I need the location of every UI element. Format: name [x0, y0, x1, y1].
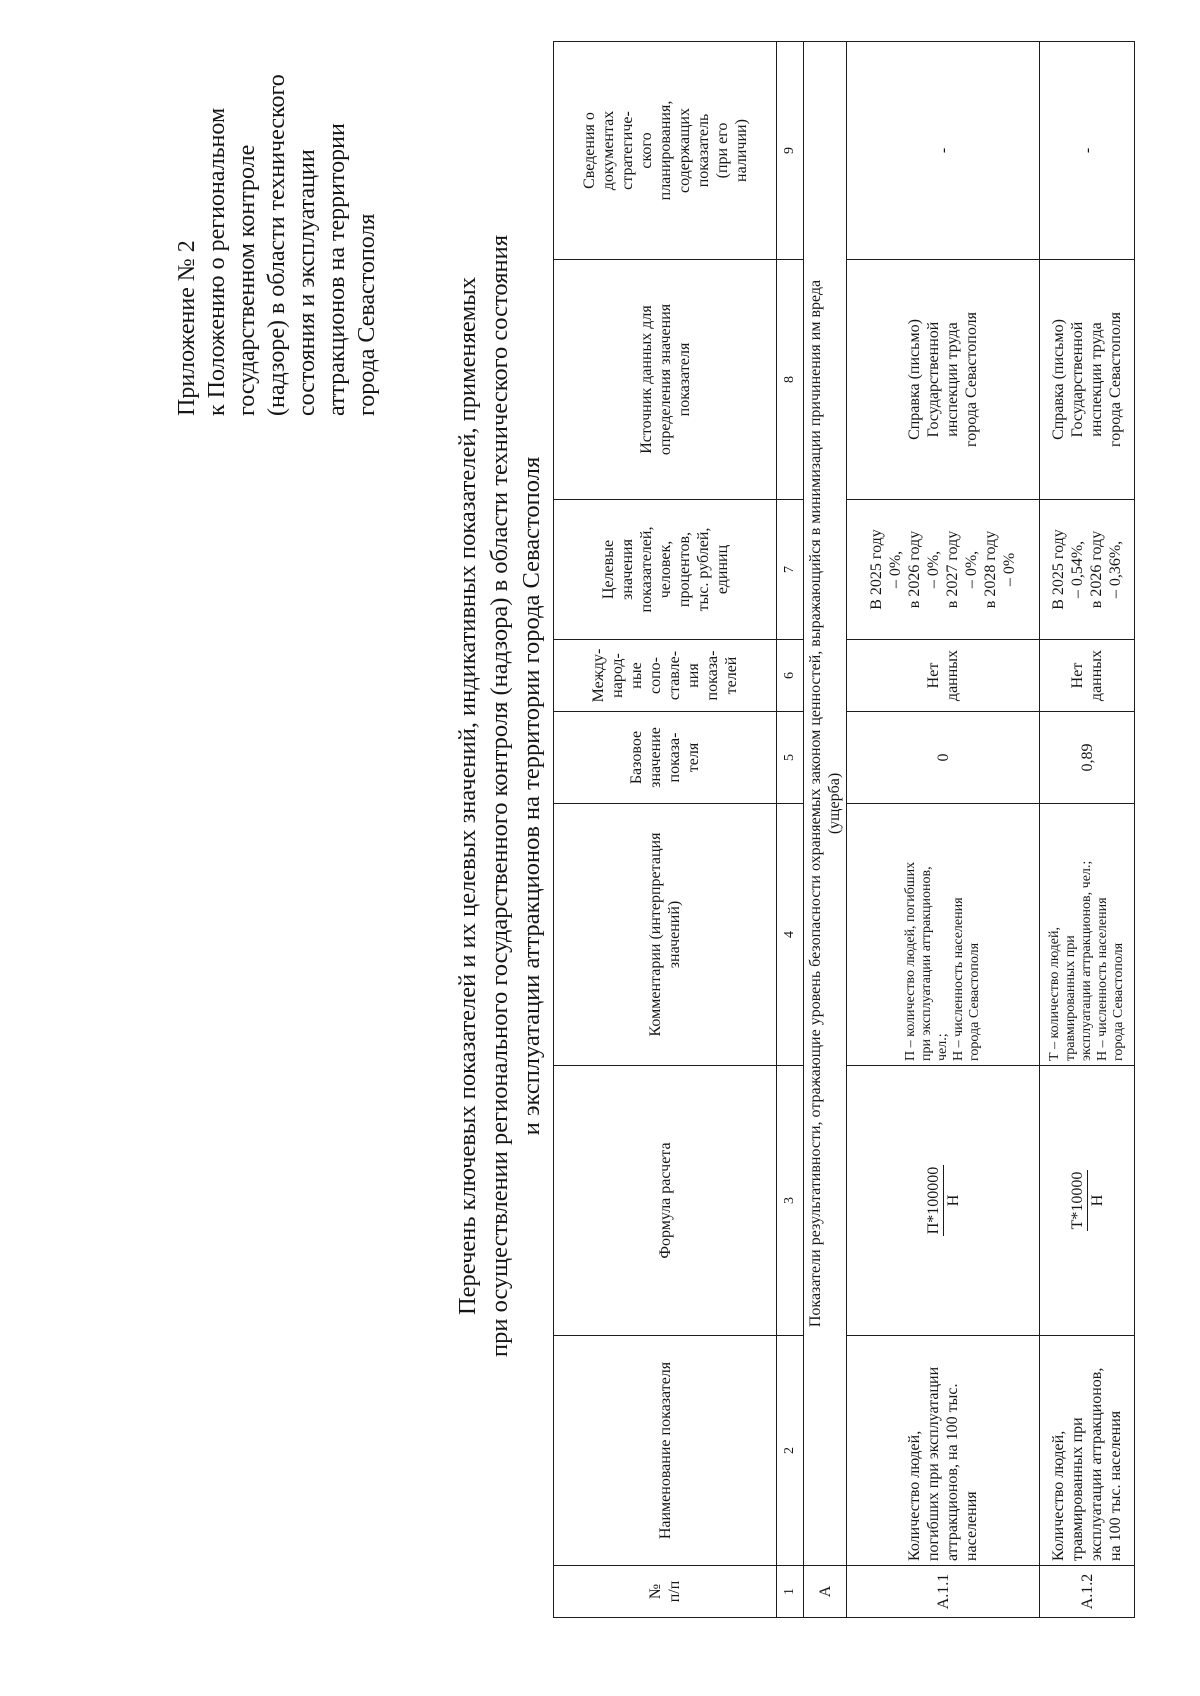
header-base-value — [554, 712, 777, 804]
header-international — [554, 640, 777, 712]
title-line: и эксплуатации аттракционов на территории города Севастополя — [518, 456, 545, 1136]
header-text: Целевые — [599, 539, 617, 600]
header-formula: Формула расчета — [554, 1066, 777, 1336]
appendix-line: (надзоре) в области технического — [264, 74, 290, 416]
cell-line: травмированных при — [1063, 935, 1078, 1061]
row-number: А.1.2 — [1040, 1566, 1135, 1618]
header-text: (при его — [713, 122, 731, 179]
section-row — [804, 42, 847, 1618]
header-text: показатель — [694, 113, 712, 188]
cell-line: Нет — [925, 662, 942, 689]
header-text: сопо- — [647, 657, 664, 694]
cell-line: В 2025 году — [868, 529, 885, 610]
header-text: Источник данных для — [637, 305, 655, 454]
cell-line: населения — [963, 1491, 980, 1561]
column-number: 1 — [777, 1566, 804, 1618]
cell-line: Т – количество людей, — [1047, 927, 1062, 1061]
header-text: значения — [618, 539, 636, 600]
cell-line: – 0%, — [887, 550, 904, 589]
cell-line: эксплуатации аттракционов, — [1088, 1367, 1105, 1561]
column-number: 2 — [777, 1336, 804, 1566]
cell-line: Количество людей, — [906, 1430, 923, 1561]
cell-line: Нет — [1069, 662, 1086, 689]
cell-line: Количество людей, — [1050, 1430, 1067, 1561]
header-text: показа- — [704, 650, 721, 701]
header-data-source — [554, 260, 777, 500]
cell-line: В 2025 году — [1050, 529, 1067, 610]
cell-line: города Севастополя — [963, 312, 980, 447]
appendix-line: аттракционов на территории — [324, 123, 350, 416]
header-name: Наименование показателя — [554, 1336, 777, 1566]
indicators-table — [553, 41, 1135, 1618]
formula — [924, 1165, 963, 1237]
target-values-cell — [847, 500, 1040, 640]
header-text: ского — [637, 132, 655, 169]
cell-line: в 2028 году — [982, 530, 999, 609]
header-text: ния — [685, 663, 702, 688]
appendix-note — [172, 56, 382, 416]
appendix-line: Приложение № 2 — [174, 240, 200, 416]
table-row — [1040, 42, 1135, 1618]
cell-line: погибших при эксплуатации — [925, 1366, 942, 1561]
base-value: 0 — [847, 712, 1040, 804]
cell-line: города Севастополя — [1111, 942, 1126, 1061]
cell-line: эксплуатации аттракционов, чел.; — [1079, 860, 1094, 1061]
cell-line: П – количество людей, погибших — [903, 861, 918, 1061]
cell-line: Государственной — [925, 321, 942, 438]
section-code: А — [804, 1566, 847, 1618]
appendix-line: государственном контроле — [234, 144, 260, 416]
header-text: телей — [723, 656, 740, 695]
header-row — [554, 42, 777, 1618]
cell-line: в 2027 году — [944, 530, 961, 609]
header-text: наличии) — [732, 119, 750, 182]
cell-line: травмированных при — [1069, 1417, 1086, 1561]
header-text: человек, — [656, 540, 674, 599]
header-text: планирования, — [656, 100, 674, 201]
comment-cell — [847, 804, 1040, 1066]
column-number: 6 — [777, 640, 804, 712]
column-number: 7 — [777, 500, 804, 640]
cell-line: инспекции труда — [944, 322, 961, 437]
cell-line: данных — [1088, 649, 1105, 702]
document-title — [452, 46, 548, 1546]
cell-line: в 2026 году — [906, 530, 923, 609]
cell-line: Н – численность населения — [1095, 897, 1110, 1061]
header-text: единиц — [713, 544, 731, 595]
title-line: Перечень ключевых показателей и их целевых значений, индикативных показателей, применяемых — [454, 276, 481, 1316]
cell-line: чел.; — [935, 1033, 950, 1061]
header-number — [554, 1566, 777, 1618]
cell-line: данных — [944, 649, 961, 702]
header-text: значений) — [666, 900, 683, 969]
cell-line: в 2026 году — [1088, 530, 1105, 609]
header-text: Между- — [590, 648, 607, 703]
formula-denominator: Н — [1088, 1194, 1106, 1207]
indicator-name — [1040, 1336, 1135, 1566]
section-title-line: Показатели результативности, отражающие уровень безопасности охраняемых законом ценностей, выражающийся в минимизации причинения им вреда — [807, 279, 824, 1328]
header-text: № — [647, 1583, 664, 1600]
formula-denominator: Н — [944, 1194, 962, 1207]
cell-line: – 0,54%, — [1069, 540, 1086, 599]
formula-cell — [1040, 1066, 1135, 1336]
column-number-row — [777, 42, 804, 1618]
header-text: ставле- — [666, 650, 683, 701]
header-text: определения значения — [656, 303, 674, 456]
column-number: 3 — [777, 1066, 804, 1336]
cell-line: – 0,36%, — [1107, 540, 1124, 599]
section-title-line: (ущерба) — [826, 772, 843, 835]
header-text: Сведения о — [580, 112, 598, 189]
appendix-line: города Севастополя — [354, 213, 380, 416]
row-number: А.1.1 — [847, 1566, 1040, 1618]
base-value: 0,89 — [1040, 712, 1135, 804]
header-text: стратегиче- — [618, 111, 636, 190]
header-text: теля — [685, 742, 702, 773]
target-values-cell — [1040, 500, 1135, 640]
header-text: показа- — [666, 732, 683, 783]
header-text: Базовое — [628, 730, 645, 785]
cell-line: Справка (письмо) — [1050, 319, 1067, 440]
cell-line: города Севастополя — [1107, 312, 1124, 447]
column-number: 8 — [777, 260, 804, 500]
appendix-line: состояния и эксплуатации — [294, 149, 320, 416]
table-row — [847, 42, 1040, 1618]
header-text: ные — [628, 662, 645, 689]
formula — [1068, 1170, 1107, 1232]
formula-numerator: Т*10000 — [1068, 1171, 1086, 1230]
cell-line: на 100 тыс. населения — [1107, 1410, 1124, 1561]
title-line: при осуществлении регионального государственного контроля (надзора) в области технического состояния — [486, 235, 513, 1357]
cell-line: Государственной — [1069, 321, 1086, 438]
header-text: документах — [599, 110, 617, 191]
indicator-name — [847, 1336, 1040, 1566]
formula-cell — [847, 1066, 1040, 1336]
cell-line: города Севастополя — [967, 942, 982, 1061]
cell-line: Н – численность населения — [951, 897, 966, 1061]
cell-line: Справка (письмо) — [906, 319, 923, 440]
column-number: 5 — [777, 712, 804, 804]
header-text: процентов, — [675, 531, 693, 608]
cell-line: – 0% — [1001, 552, 1018, 587]
cell-line: инспекции труда — [1088, 322, 1105, 437]
strategic-docs-cell: - — [847, 42, 1040, 260]
column-number: 4 — [777, 804, 804, 1066]
section-title — [804, 42, 847, 1566]
strategic-docs-cell: - — [1040, 42, 1135, 260]
cell-line: – 0%, — [925, 550, 942, 589]
header-comment — [554, 804, 777, 1066]
header-text: значение — [647, 727, 664, 788]
header-text: п/п — [666, 1580, 683, 1603]
international-cell — [847, 640, 1040, 712]
header-text: показателей, — [637, 526, 655, 613]
column-number: 9 — [777, 42, 804, 260]
header-text: тыс. рублей, — [694, 527, 712, 612]
header-text: Комментарии (интерпретация — [647, 832, 664, 1037]
international-cell — [1040, 640, 1135, 712]
appendix-line: к Положению о региональном — [204, 107, 230, 416]
formula-numerator: П*100000 — [924, 1166, 942, 1235]
cell-line: аттракционов, на 100 тыс. — [944, 1383, 961, 1561]
header-target-values — [554, 500, 777, 640]
header-text: народ- — [609, 653, 626, 698]
comment-cell — [1040, 804, 1135, 1066]
source-cell — [1040, 260, 1135, 500]
header-text: содержащих — [675, 108, 693, 193]
source-cell — [847, 260, 1040, 500]
header-text: показателя — [675, 342, 693, 417]
cell-line: – 0%, — [963, 550, 980, 589]
header-strategic-docs — [554, 42, 777, 260]
cell-line: при эксплуатации аттракционов, — [919, 866, 934, 1061]
